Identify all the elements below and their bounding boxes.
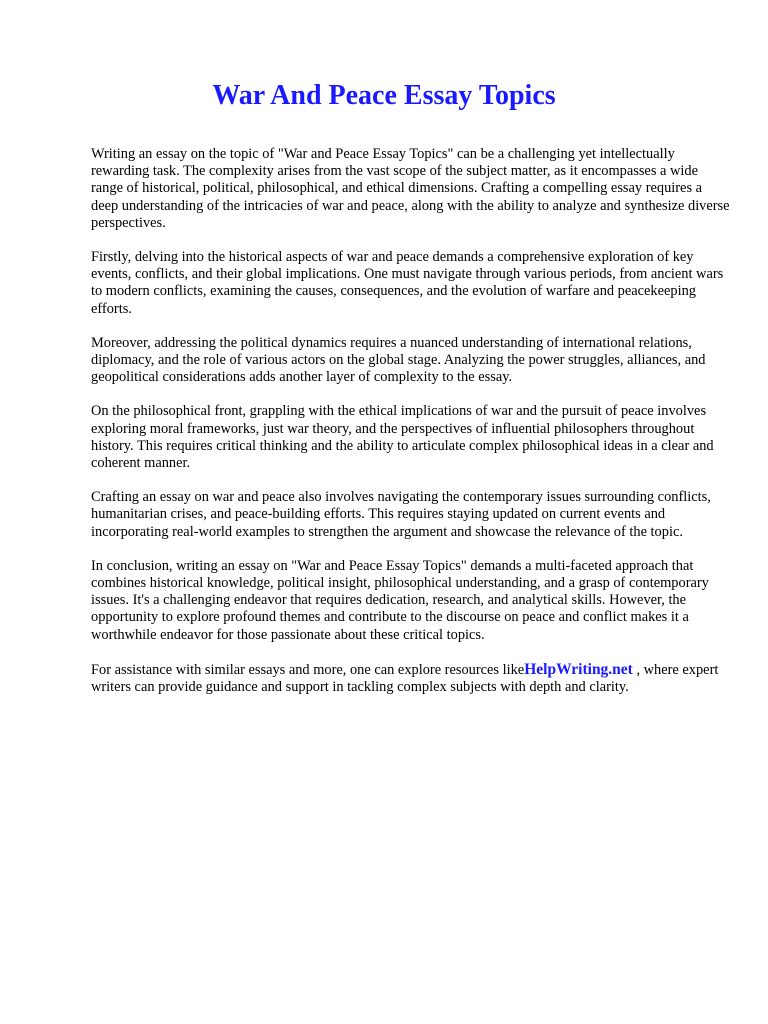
paragraph-philosophical: On the philosophical front, grappling with the ethical implications of war and the pursuit of peace involves exploring moral frameworks, just war theory, and the perspectives of influential philosophers throughout history. This requires critical thinking and the ability to articulate complex philosophical ideas in a clear and coherent manner. xyxy=(91,403,714,472)
paragraph-conclusion: In conclusion, writing an essay on "War and Peace Essay Topics" demands a multi-faceted approach that combines historical knowledge, political insight, philosophical understanding, and a grasp of contemporary issues. It's a challenging endeavor that requires dedication, research, and analytical skills. However, the opportunity to explore profound themes and contribute to the discourse on peace and conflict makes it a worthwhile endeavor for those passionate about these critical topics. xyxy=(91,557,709,643)
page-title: War And Peace Essay Topics xyxy=(212,80,556,111)
helpwriting-link[interactable]: HelpWriting.net xyxy=(524,660,633,678)
essay-body xyxy=(91,146,731,713)
paragraph-political: Moreover, addressing the political dynamics requires a nuanced understanding of international relations, diplomacy, and the role of various actors on the global stage. Analyzing the power struggles, alliances, and geopolitical considerations adds another layer of complexity to the essay. xyxy=(91,334,706,386)
paragraph-historical: Firstly, delving into the historical aspects of war and peace demands a comprehensive exploration of key events, conflicts, and their global implications. One must navigate through various periods, from ancient wars to modern conflicts, examining the causes, consequences, and the evolution of warfare and peacekeeping efforts. xyxy=(91,249,724,317)
closing-text-before-link: For assistance with similar essays and more, one can explore resources like xyxy=(91,661,525,678)
paragraph-intro: Writing an essay on the topic of "War and Peace Essay Topics" can be a challenging yet intellectually rewarding task. The complexity arises from the vast scope of the subject matter, as it encompasses a wide range of historical, political, philosophical, and ethical dimensions. Crafting a compelling essay requires a deep understanding of the intricacies of war and peace, along with the ability to analyze and synthesize diverse perspectives. xyxy=(91,146,730,231)
paragraph-closing xyxy=(91,661,731,696)
paragraph-contemporary: Crafting an essay on war and peace also involves navigating the contemporary issues surrounding conflicts, humanitarian crises, and peace-building efforts. This requires staying updated on current events and incorporating real-world examples to strengthen the argument and showcase the relevance of the topic. xyxy=(91,489,711,540)
closing-text-after-link: , where expert writers can provide guidance and support in tackling complex subjects with depth and clarity. xyxy=(91,661,719,696)
